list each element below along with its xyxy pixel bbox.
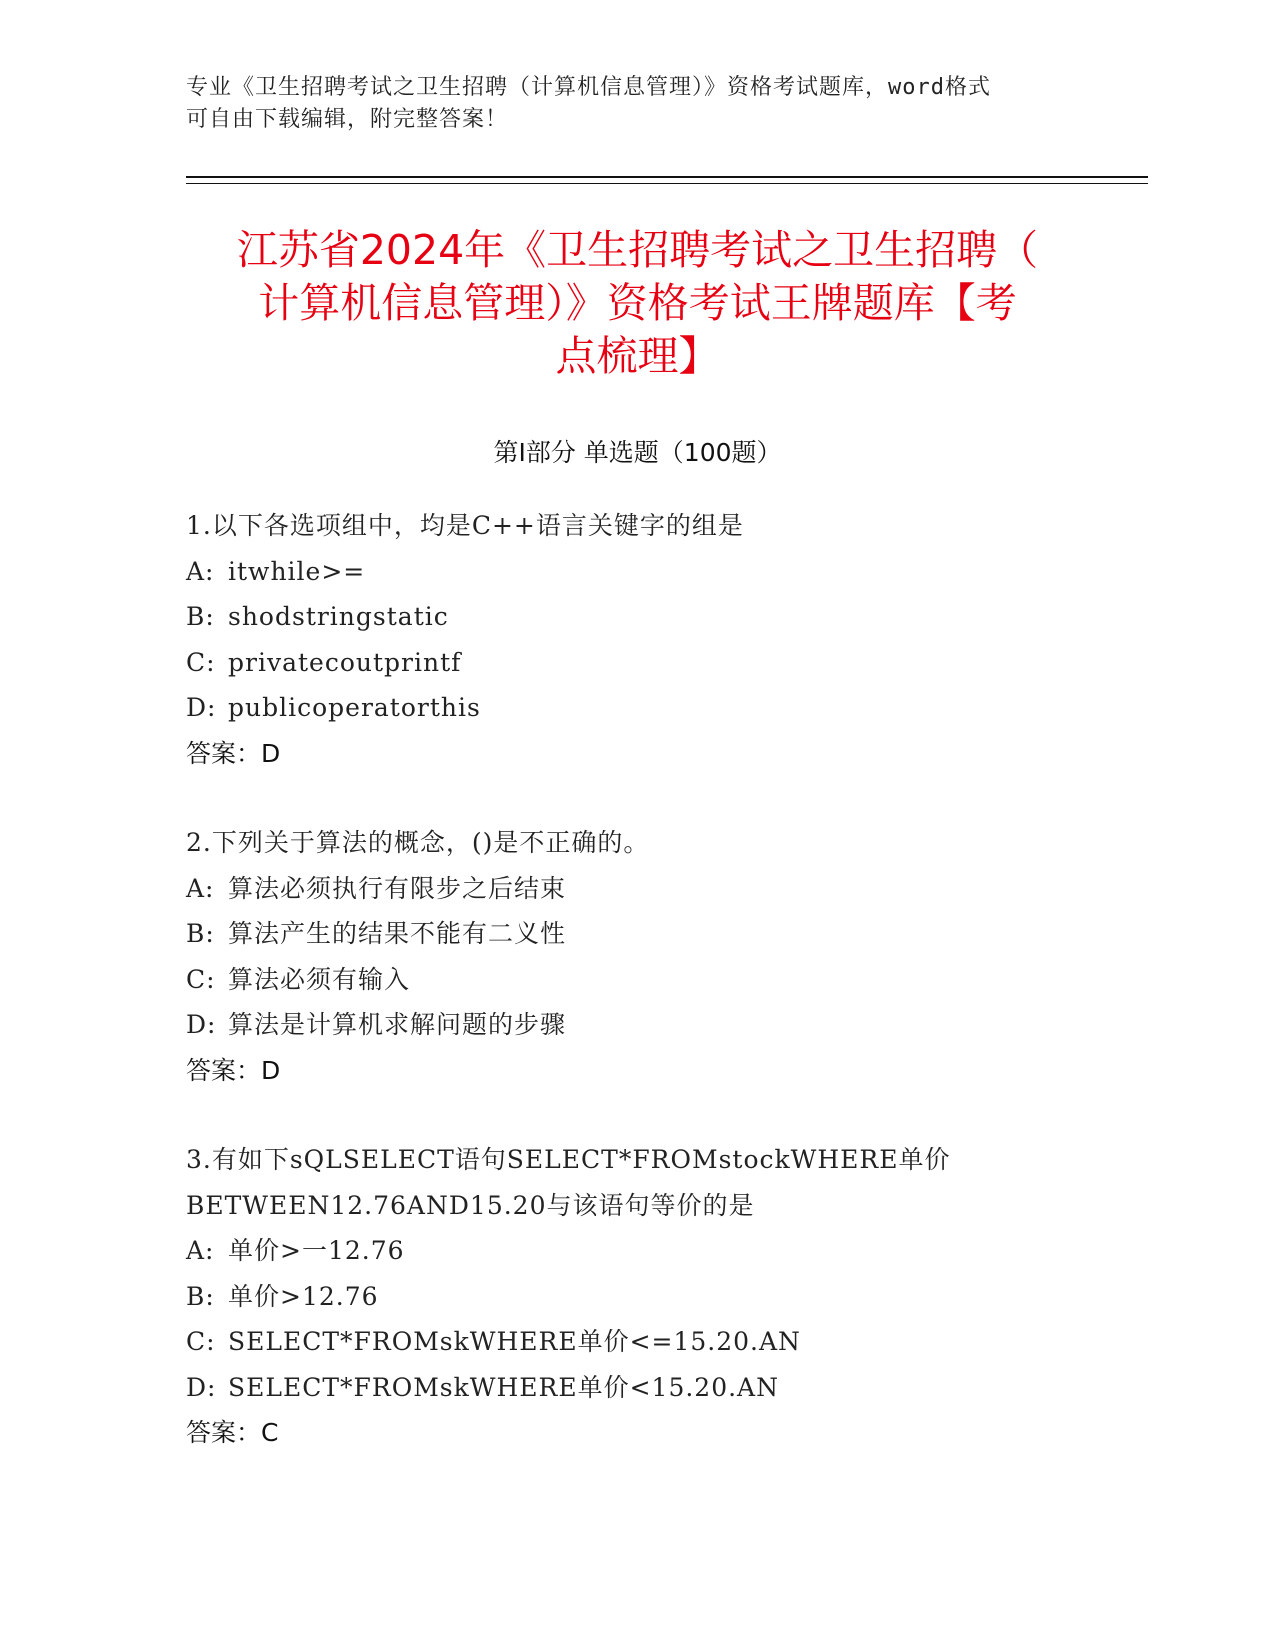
section-title: 第Ⅰ部分 单选题（100题） xyxy=(493,438,782,467)
option-d xyxy=(186,685,1186,731)
option-text: SELECT*FROMskWHERE单价<=15.20.AN xyxy=(228,1327,801,1356)
header-note-line: 专业《卫生招聘考试之卫生招聘（计算机信息管理）》资格考试题库，word格式 xyxy=(186,75,991,100)
question-stem: 2.下列关于算法的概念，()是不正确的。 xyxy=(186,828,650,857)
option-b xyxy=(186,911,1186,957)
option-key: D: xyxy=(186,1372,217,1402)
option-key: A: xyxy=(186,1236,215,1265)
header-note xyxy=(186,72,1086,136)
option-c xyxy=(186,957,1186,1003)
header-note-line: 可自由下载编辑，附完整答案！ xyxy=(186,107,509,132)
header-divider-thin xyxy=(186,183,1148,184)
option-key: A: xyxy=(186,873,215,903)
option-key: C: xyxy=(186,1327,216,1356)
option-text: privatecoutprintf xyxy=(228,647,462,677)
document-title-line: 点梳理】 xyxy=(555,332,720,380)
option-a xyxy=(186,866,1186,912)
option-text: 算法产生的结果不能有二义性 xyxy=(228,919,567,948)
question-stem-continued: BETWEEN12.76AND15.20与该语句等价的是 xyxy=(186,1190,755,1220)
option-b xyxy=(186,594,1186,640)
question-3 xyxy=(186,1137,1186,1456)
option-text: 算法是计算机求解问题的步骤 xyxy=(228,1010,567,1039)
option-c xyxy=(186,640,1186,686)
option-d xyxy=(186,1002,1186,1048)
option-key: D: xyxy=(186,1010,217,1039)
question-stem: 3.有如下sQLSELECT语句SELECT*FROMstockWHERE单价 xyxy=(186,1145,951,1174)
answer: 答案：D xyxy=(186,1055,281,1085)
option-c xyxy=(186,1319,1186,1365)
option-text: 算法必须执行有限步之后结束 xyxy=(228,873,567,903)
answer: 答案：D xyxy=(186,738,281,768)
document-title xyxy=(160,224,1115,383)
option-a xyxy=(186,1228,1186,1274)
option-a xyxy=(186,549,1186,595)
option-text: 单价>一12.76 xyxy=(228,1236,405,1265)
option-text: 算法必须有输入 xyxy=(228,964,411,994)
document-title-line: 江苏省2024年《卫生招聘考试之卫生招聘（ xyxy=(236,226,1039,274)
option-text: shodstringstatic xyxy=(228,602,449,631)
header-divider xyxy=(186,176,1148,178)
document-title-line: 计算机信息管理）》资格考试王牌题库【考 xyxy=(258,279,1017,327)
option-key: C: xyxy=(186,964,216,994)
option-key: C: xyxy=(186,647,216,677)
option-d xyxy=(186,1365,1186,1411)
option-key: D: xyxy=(186,693,217,722)
option-key: A: xyxy=(186,556,215,586)
question-stem: 1.以下各选项组中，均是C++语言关键字的组是 xyxy=(186,511,744,540)
option-text: SELECT*FROMskWHERE单价<15.20.AN xyxy=(228,1372,779,1402)
option-key: B: xyxy=(186,1281,215,1311)
answer: 答案：C xyxy=(186,1418,279,1447)
question-1 xyxy=(186,503,1186,776)
option-key: B: xyxy=(186,919,215,948)
option-key: B: xyxy=(186,602,215,631)
option-b xyxy=(186,1274,1186,1320)
option-text: publicoperatorthis xyxy=(228,693,481,722)
option-text: 单价>12.76 xyxy=(228,1281,379,1311)
option-text: itwhile>= xyxy=(228,556,366,586)
question-2 xyxy=(186,820,1186,1093)
